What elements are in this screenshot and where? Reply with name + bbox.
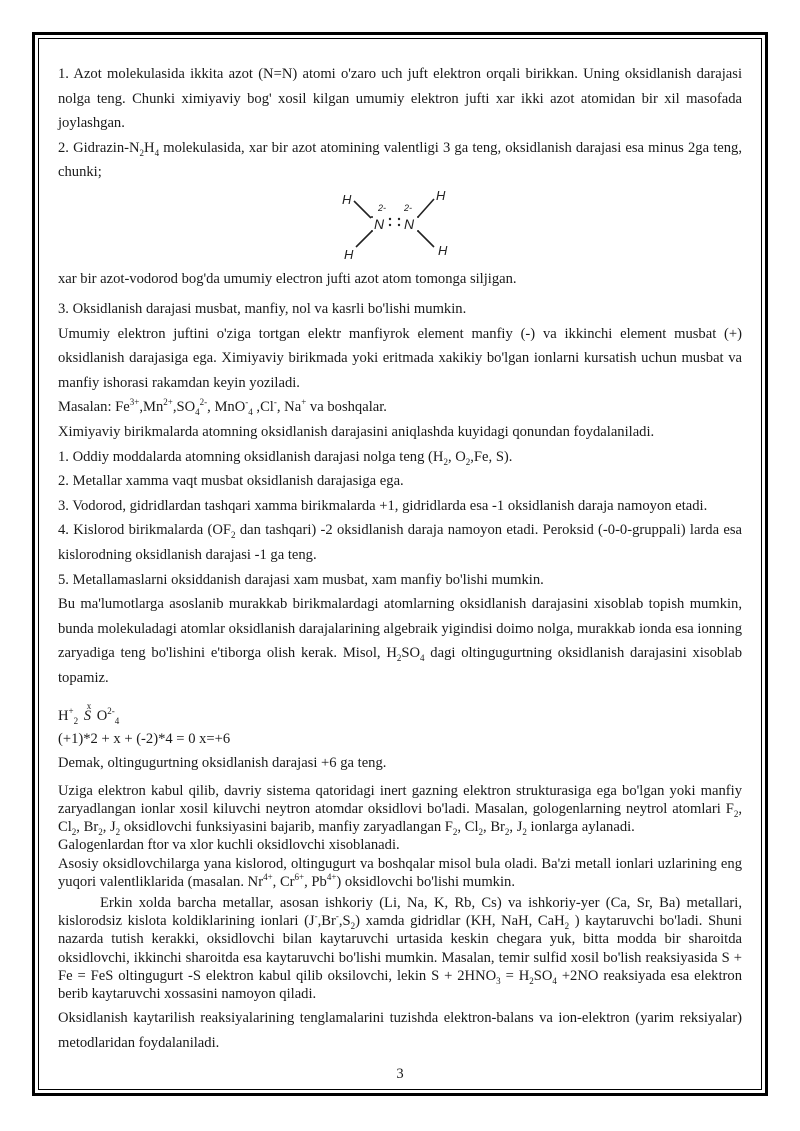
ion-na: Na+ [284,397,307,416]
ion-cl: Cl-, [260,397,285,416]
paragraph-bond-shift: xar bir azot-vodorod bog'da umumiy electron jufti azot atom tomonga siljigan. [58,270,517,287]
paragraph-main-oxidizers: Asosiy oksidlovchilarga yana kislorod, oltingugurt va boshqalar misol bula oladi. Ba'zi metall ionlari uzlarining eng yuqori valentliklarida (masalan. $Nr^{4+}$, $Cr^{6+}$, $Pb^{4+}$) oksidlovchi bo'lishi mumkin. [58,855,742,890]
rule-4: 4. Kislorod birikmalarda ($OF_2$ dan tashqari) -2 oksidlanish daraja namoyon etadi. Peroksid (-0-0-gruppali) larda esa kislorodning oksidlanish darajasi -1 ga teng. [58,522,742,563]
ion-fe: $Fe^{3+}$, [115,397,143,416]
paragraph-rules-intro: Ximiyaviy birikmalarda atomning oksidlanish darajasini aniqlashda kuyidagi qonundan foydalaniladi. [58,423,655,440]
atom-h-top-right: H [436,187,446,203]
atom-h-top-left: H [342,191,352,207]
sulfuric-acid-formula: $H^+_2$ x S $O^{2-}_4$ [58,700,120,726]
charge-n-right: 2- [404,202,413,213]
rule-5: 5. Metallamaslarni oksiddanish darajasi xam musbat, xam manfiy bo'lishi mumkin. [58,571,544,588]
rule-1: 1. Oddiy moddalarda atomning oksidlanish darajasi nolga teng ($H_2$, $O_2,Fe$, S). [58,448,513,467]
paragraph-rule-3: 3. Oksidlanish darajasi musbat, manfiy, nol va kasrli bo'lishi mumkin. [58,301,467,317]
paragraph-nitrogen: 1. Azot molekulasida ikkita azot (N=N) atomi o'zaro uch juft elektron orqali birikkan. Uning oksidlanish darajasi nolga teng. Chunki ximiyaviy bog' xosil kilgan umumiy elektron jufti xar ikki azot atomidan bir xil masofada joylashgan. [58,66,742,131]
paragraph-hydrazine: 2. Gidrazin-$N_2H_4$ molekulasida, xar bir azot atomining valentligi 3 ga teng, oksidlanish darajasi esa minus 2ga teng, chunki; [58,139,742,180]
ion-so4: $SO_4^{2-}$, [176,397,211,418]
atom-n-left: N [374,215,385,232]
sulfur-atom: x S [83,700,92,724]
paragraph-calculation: Bu ma'lumotlarga asoslanib murakkab birikmalardagi atomlarning oksidlanish darajasini xisoblab topish mumkin, bunda molekuladagi atomlar oksidlanish darajalarining algebraik yigindisi doimo nolga, murakkab ionda esa ionning zaryadiga teng bo'lishini e'tiborga olish kerak. Misol, $H_2SO_4$ dagi oltingugurtning oksidlanish darajasini xisoblab topamiz. [58,596,742,686]
atom-h-bottom-right: H [438,242,448,258]
paragraph-oxidizers: Uziga elektron kabul qilib, davriy sistema qatoridagi inert gazning elektron strukturasiga ega bo'lgan yoki manfiy zaryadlangan ionlar xosil kiluvchi neytron atomdar oksidlovi bo'ladi. Masalan, gologenlarning neytrol atomlari $F_2$, $Cl_2$, $Br_2$, $J_2$ oksidlovchi funksiyasini bajarib, manfiy zaryadlangan $F_2$, $Cl_2$, $Br_2$, $J_2$ ionlarga aylanadi. [58,782,742,837]
document-body [58,62,742,1055]
ion-mno4: MnO-$_4$ , [210,397,261,418]
paragraph-halogens: Galogenlardan ftor va xlor kuchli oksidlovchi xisoblanadi. [58,837,400,854]
atom-h-bottom-left: H [344,246,354,262]
hydrazine-structure [58,187,742,267]
paragraph-examples: Masalan: $Fe^{3+},Mn^{2+},SO_4^{2-}$, MnO-$_4$ ,Cl-, Na+ va boshqalar. [58,397,387,418]
page-number: 3 [396,1066,404,1082]
equation: (+1)*2 + x + (-2)*4 = 0 x=+6 [58,730,231,747]
paragraph-reducers: Erkin xolda barcha metallar, asosan ishkoriy (Li, Na, K, Rb, Cs) va ishkoriy-yer (Ca, Sr, Ba) metallari, kislorodsiz kislota koldiklarining ionlari $(J^-,Br^-,S_2)$ xamda gidridlar (KH, NaH, CaH$_2$ ) kaytaruvchi bo'ladi. Shuni nazarda tutish kerakki, oksidlovchi bilan kaytaruvchi urtasida keskin chegara yuk, bitta modda bir sharoitda oksidlovchi, ikkinchi sharoitda esa kaytaruvchi bo'lishi mumkin. Masalan, temir sulfid xosil bo'lish reaksiyasida S + Fe = FeS oltingugurt -S elektron kabul qilib oksilovchi, lekin $S + 2HNO_3 = H_2SO_4 +2NO$ reaksiyada esa elektron berib kaytaruvchi xossasini namoyon qiladi. [58,894,743,1002]
charge-n-left: 2- [378,202,387,213]
paragraph-conclusion: Demak, oltingugurtning oksidlanish darajasi +6 ga teng. [58,755,387,772]
ion-mn: $Mn^{2+}$, [142,397,177,416]
paragraph-electronegativity: Umumiy elektron juftini o'ziga tortgan elektr manfiyrok element manfiy (-) va ikkinchi element musbat (+) oksidlanish darajasiga ega. Ximiyaviy birikmada yoki eritmada xakikiy bo'lgan ionlarni kursatish uchun musbat va manfiy ishorasi rakamdan keyin yoziladi. [58,325,742,391]
paragraph-methods: Oksidlanish kaytarilish reaksiyalarining tenglamalarini tuzishda elektron-balans va ion-elektron (yarim reksiyalar) metodlaridan foydalaniladi. [58,1010,742,1051]
rule-3: 3. Vodorod, gidridlardan tashqari xamma birikmalarda +1, gidridlarda esa -1 oksidlanish daraja namoyon etadi. [58,497,708,514]
hydrazine-diagram [338,187,458,267]
rule-2: 2. Metallar xamma vaqt musbat oksidlanish darajasiga ega. [58,473,404,490]
atom-n-right: N [404,215,415,232]
